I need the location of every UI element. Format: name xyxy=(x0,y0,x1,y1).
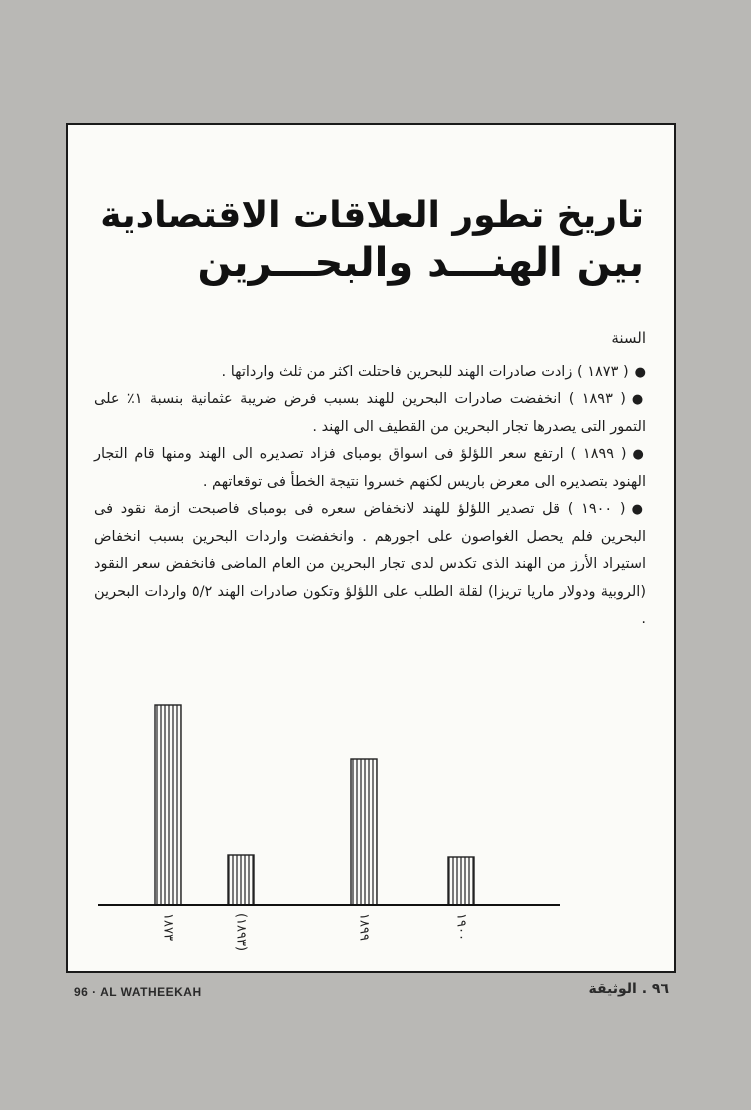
entry-text: ارتفع سعر اللؤلؤ فى اسواق بومباى فزاد تصديره الى الهند ومنها قام التجار الهنود بتصديره الى معرض باريس لكنهم خسروا نتيجة الخطأ فى توقعاتهم . xyxy=(94,446,646,490)
entry-1893 xyxy=(94,386,646,441)
entry-1899 xyxy=(94,441,646,496)
tick-label-2: ١٨٩٩ xyxy=(356,913,372,941)
bar-1 xyxy=(228,855,254,905)
title-line-2: بين الهنـــد والبحـــرين xyxy=(197,240,644,287)
bar-2 xyxy=(351,759,377,905)
entry-year: ( ١٨٩٩ ) xyxy=(570,446,627,462)
bar-3 xyxy=(448,857,474,905)
entry-text: انخفضت صادرات البحرين للهند بسبب فرض ضريبة عثمانية بنسبة ١٪ على التمور التى يصدرها تجار البحرين من القطيف الى الهند . xyxy=(94,391,646,435)
entry-1873 xyxy=(94,359,646,387)
entry-text: قل تصدير اللؤلؤ للهند لانخفاض سعره فى بومباى فاصبحت ازمة نقود فى البحرين فلم يحصل الغواصون على اجورهم . وانخفضت واردات البحرين بسبب انخفاض استيراد الأرز من الهند الذى تكدس لدى تجار البحرين من العام الماضى فانخفض سعر النقود (الروبية ودولار ماريا تريزا) لقلة الطلب على اللؤلؤ وتكون صادرات الهند ٥/٢ واردات البحرين . xyxy=(94,501,646,627)
entry-year: ( ١٨٧٣ ) xyxy=(576,363,629,380)
tick-label-1: (١٨٩٣) xyxy=(233,913,249,952)
entry-1900 xyxy=(94,496,646,634)
bar-0 xyxy=(155,705,181,905)
article-title xyxy=(84,195,644,286)
bullet-icon: ● xyxy=(634,364,646,380)
entry-year: ( ١٨٩٣ ) xyxy=(568,391,626,407)
entry-year: ( ١٩٠٠ ) xyxy=(567,501,626,517)
title-line-1: تاريخ تطور العلاقات الاقتصادية xyxy=(100,195,644,236)
entry-text: زادت صادرات الهند للبحرين فاحتلت اكثر من ثلث وارداتها . xyxy=(221,363,573,380)
bullet-icon: ● xyxy=(632,447,647,462)
article-page xyxy=(66,123,676,973)
tick-label-0: ١٨٧٣ xyxy=(160,913,176,941)
bullet-icon: ● xyxy=(631,392,646,407)
tick-label-3: ١٩٠٠ xyxy=(453,913,469,941)
bullet-icon: ● xyxy=(631,502,647,517)
article-body xyxy=(94,325,646,634)
trade-chart xyxy=(68,685,674,970)
footer-page-label-latin: 96 · AL WATHEEKAH xyxy=(74,985,202,999)
year-heading: السنة xyxy=(611,329,646,347)
footer-page-label-arabic: ٩٦ . الوثيقة xyxy=(588,981,669,997)
